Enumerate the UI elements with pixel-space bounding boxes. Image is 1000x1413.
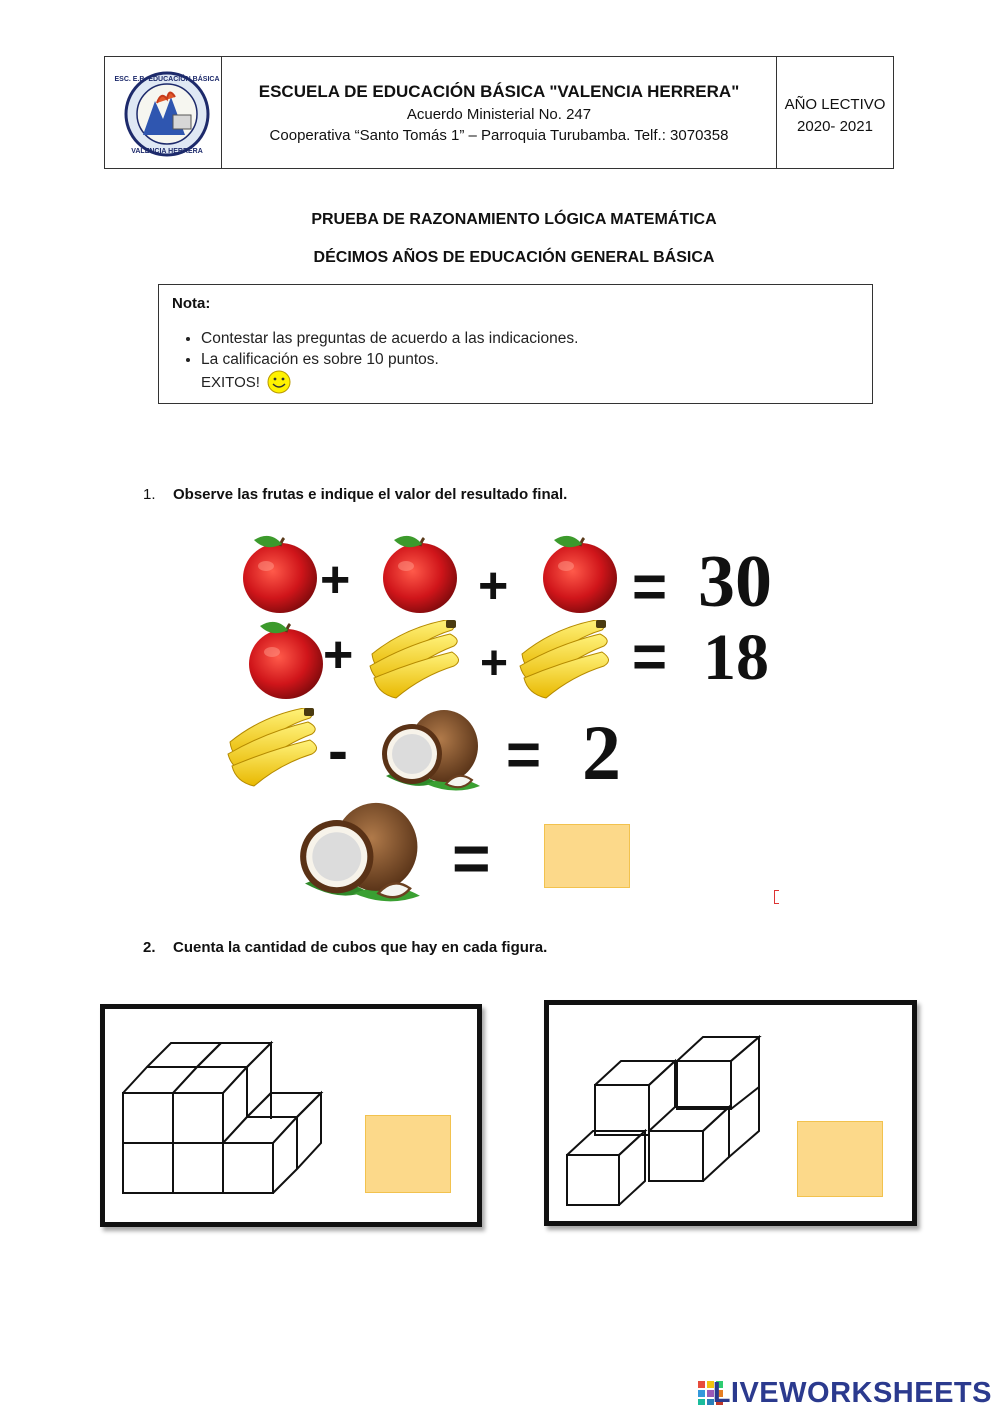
note-item: • Contestar las preguntas de acuerdo a las indicaciones.: [201, 328, 578, 349]
equation-1-result: 30: [698, 541, 772, 623]
apple-icon: [380, 534, 460, 618]
answer-box-coconut[interactable]: [544, 824, 630, 888]
plus-sign: +: [480, 637, 509, 690]
test-title: PRUEBA DE RAZONAMIENTO LÓGICA MATEMÁTICA: [311, 211, 717, 228]
apple-icon: [246, 620, 326, 704]
school-address: Cooperativa “Santo Tomás 1” – Parroquia Turubamba. Telf.: 3070358: [269, 127, 729, 144]
coconut-icon: [290, 798, 430, 908]
school-year-cell: [777, 57, 893, 168]
plus-sign: +: [323, 626, 354, 684]
plus-sign: +: [478, 557, 509, 615]
note-box: [158, 284, 873, 404]
grade-title: DÉCIMOS AÑOS DE EDUCACIÓN GENERAL BÁSICA: [313, 249, 715, 266]
answer-box-figure-1[interactable]: [365, 1115, 451, 1193]
equals-sign: =: [452, 821, 491, 895]
text-cursor-mark: [774, 890, 779, 904]
banana-icon: [368, 620, 464, 704]
school-header: [104, 56, 894, 169]
minus-sign: -: [328, 717, 348, 784]
year-label: AÑO LECTIVO: [784, 96, 886, 113]
coconut-icon: [376, 706, 486, 796]
smiley-icon: [266, 370, 294, 394]
banana-icon: [226, 708, 326, 796]
school-logo-icon: [105, 57, 222, 170]
equation-2-result: 18: [703, 621, 769, 694]
cube-figure-1: [100, 1004, 482, 1227]
equals-sign: =: [506, 721, 542, 788]
question-1-text: Observe las frutas e indique el valor del resultado final.: [173, 486, 568, 503]
liveworksheets-brand: LIVEWORKSHEETS: [712, 1377, 992, 1409]
year-value: 2020- 2021: [797, 118, 873, 135]
note-item: • La calificación es sobre 10 puntos.: [201, 349, 578, 370]
plus-sign: +: [320, 551, 351, 609]
question-2-number: 2.: [143, 939, 156, 956]
question-1-number: 1.: [143, 486, 156, 503]
logo-top-text: ESC. E.B. EDUCACIÓN BÁSICA: [114, 76, 220, 83]
school-name: ESCUELA DE EDUCACIÓN BÁSICA "VALENCIA HERRERA": [258, 82, 740, 101]
banana-icon: [518, 620, 618, 704]
equation-3-result: 2: [582, 709, 621, 796]
ministerial-agreement: Acuerdo Ministerial No. 247: [406, 106, 592, 123]
note-title: Nota:: [172, 295, 211, 312]
question-1: [143, 486, 567, 503]
school-logo-cell: [105, 57, 222, 168]
cube-figure-2: [544, 1000, 917, 1226]
school-info-cell: [222, 57, 777, 168]
apple-icon: [240, 534, 320, 618]
apple-icon: [540, 534, 620, 618]
equals-sign: =: [632, 623, 668, 690]
question-2-text: Cuenta la cantidad de cubos que hay en cada figura.: [173, 939, 548, 956]
equals-sign: =: [632, 553, 668, 620]
question-2: [143, 939, 547, 956]
note-closing: EXITOS!: [201, 374, 260, 391]
answer-box-figure-2[interactable]: [797, 1121, 883, 1197]
logo-bottom-text: VALENCIA HERRERA: [131, 148, 203, 155]
note-list: [181, 328, 578, 370]
